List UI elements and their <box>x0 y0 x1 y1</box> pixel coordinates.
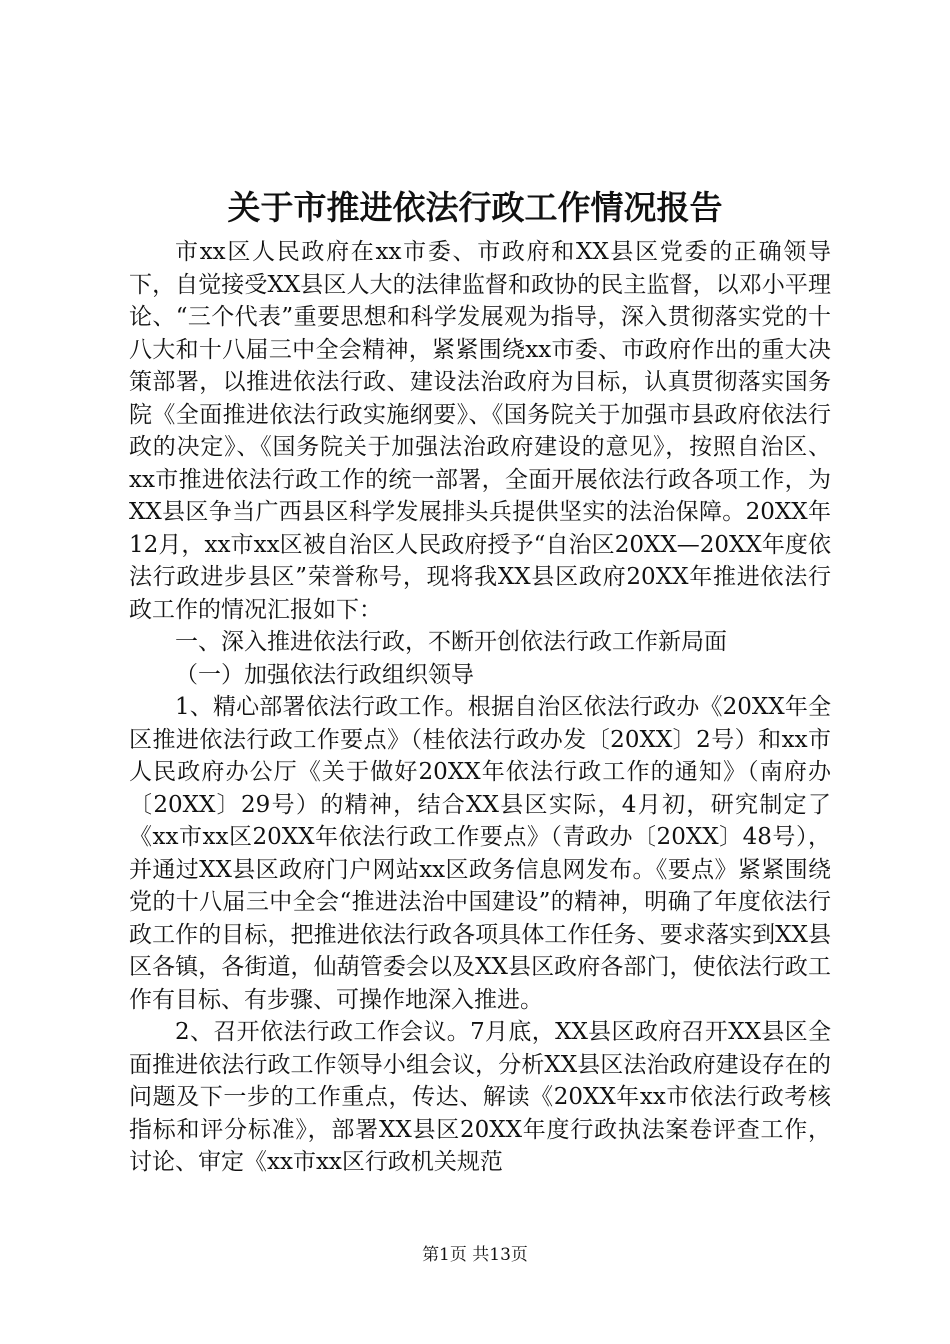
paragraph-item-2: 2、召开依法行政工作会议。7月底，XX县区政府召开XX县区全面推进依法行政工作领导小组会议，分析XX县区法治政府建设存在的问题及下一步的工作重点，传达、解读《20XX年xx市依法行政考核指标和评分标准》，部署XX县区20XX年度行政执法案卷评查工作，讨论、审定《xx市xx区行政机关规范 <box>129 1019 831 1175</box>
section-heading-1: 一、深入推进依法行政，不断开创依法行政工作新局面 <box>175 629 727 655</box>
subsection-heading-1: （一）加强依法行政组织领导 <box>175 661 474 688</box>
document-body <box>129 236 831 1179</box>
document-title: 关于市推进依法行政工作情况报告 <box>227 188 723 227</box>
paragraph-item-1: 1、精心部署依法行政工作。根据自治区依法行政办《20XX年全区推进依法行政工作要点》（桂依法行政办发〔20XX〕2号）和xx市人民政府办公厅《关于做好20XX年依法行政工作的通知》（南府办〔20XX〕29号）的精神，结合XX县区实际，4月初，研究制定了《xx市xx区20XX年依法行政工作要点》（青政办〔20XX〕48号），并通过XX县区政府门户网站xx区政务信息网发布。《要点》紧紧围绕党的十八届三中全会“推进法治中国建设”的精神，明确了年度依法行政工作的目标，把推进依法行政各项具体工作任务、要求落实到XX县区各镇，各街道，仙葫管委会以及XX县区政府各部门，使依法行政工作有目标、有步骤、可操作地深入推进。 <box>129 694 831 1013</box>
paragraph-intro: 市xx区人民政府在xx市委、市政府和XX县区党委的正确领导下，自觉接受XX县区人大的法律监督和政协的民主监督，以邓小平理论、“三个代表”重要思想和科学发展观为指导，深入贯彻落实党的十八大和十八届三中全会精神，紧紧围绕xx市委、市政府作出的重大决策部署，以推进依法行政、建设法治政府为目标，认真贯彻落实国务院《全面推进依法行政实施纲要》、《国务院关于加强市县政府依法行政的决定》、《国务院关于加强法治政府建设的意见》，按照自治区、xx市推进依法行政工作的统一部署，全面开展依法行政各项工作，为XX县区争当广西县区科学发展排头兵提供坚实的法治保障。20XX年12月，xx市xx区被自治区人民政府授予“自治区20XX—20XX年度依法行政进步县区”荣誉称号，现将我XX县区政府20XX年推进依法行政工作的情况汇报如下： <box>129 239 831 623</box>
page-footer: 第1页 共13页 <box>422 1245 528 1265</box>
